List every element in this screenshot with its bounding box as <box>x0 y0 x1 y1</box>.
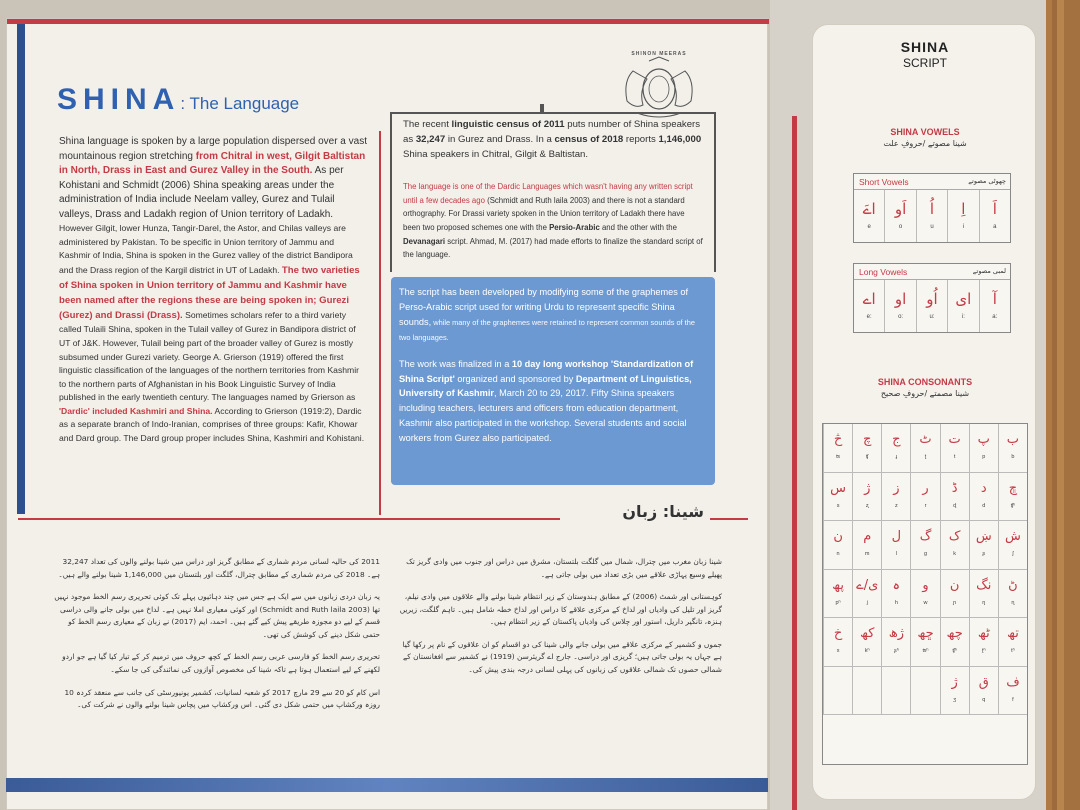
census-paragraph: The recent linguistic census of 2011 puts number of Shina speakers as 32,247 in Gurez and Drass. In a census of 2018 reports 1,146,000 Shina speakers in Chitral, Gilgit & Baltistan. <box>403 119 702 160</box>
consonant-roman: z <box>894 502 898 509</box>
consonant-roman: ʧʰ <box>1010 502 1016 509</box>
consonant-roman: j <box>866 599 868 606</box>
consonant-roman: d <box>982 502 986 509</box>
consonant-glyph: و <box>922 577 929 593</box>
consonant-roman: ʂ <box>982 551 986 558</box>
left-blue-strip <box>17 24 25 514</box>
consonant-roman: r <box>924 502 927 509</box>
short-vowel-roman: e <box>867 224 871 230</box>
short-vowel-cell <box>854 190 884 242</box>
consonant-roman: w <box>923 599 928 606</box>
consonant-cell <box>910 570 939 619</box>
consonant-cell <box>940 521 969 570</box>
consonant-cell <box>940 618 969 667</box>
consonant-roman: k <box>953 551 957 558</box>
consonant-roman: p <box>982 454 986 460</box>
consonant-cell <box>881 521 910 570</box>
long-vowel-glyph: اے <box>862 290 876 308</box>
consonant-glyph: نگ <box>976 577 992 593</box>
consonant-glyph: ی/ے <box>856 577 879 593</box>
dardic-paragraph: The language is one of the Dardic Languages which wasn't having any written script until a few decades ago (Schmidt and Ruth laila 2003) and there is not a standard orthography. For Drassi variety spoken in the Union territory of Ladakh there have been two proposed schemes one with the Persio-Arabic and the other with the Devanagari script. Ahmad, M. (2017) had made efforts to finalize the standard script of the language. <box>403 182 703 260</box>
language-description <box>59 135 367 446</box>
top-red-border <box>7 19 769 24</box>
consonant-glyph: ښ <box>975 529 992 545</box>
consonant-glyph: ر <box>922 480 929 496</box>
consonant-cell <box>852 570 881 619</box>
consonant-roman: ʧ <box>866 454 869 460</box>
short-vowel-cell <box>947 190 978 242</box>
script-title: SHINA <box>900 39 950 55</box>
short-vowels-table: Short Vowels چھوٹی مصوتے اَ a اِ i اُ u اَو o اےَ e <box>853 173 1011 243</box>
consonant-cell <box>823 667 852 716</box>
consonants-grid <box>822 423 1028 765</box>
consonant-cell <box>998 521 1027 570</box>
long-vowel-glyph: آ <box>992 290 997 308</box>
consonant-cell <box>823 618 852 667</box>
consonant-roman: f <box>1012 696 1014 703</box>
consonant-cell <box>881 424 910 473</box>
consonant-roman: n <box>836 551 840 558</box>
intro-paragraph: Shina language is spoken by a large population dispersed over a vast mountainous region stretching from Chitral in west, Gilgit Baltistan in North, Drass in East and Gurez Valley in the South. As per Kohistani and Schmidt (2006) Shina speaking areas under the administration of India include Neelam valley, Gurez and Tulail valleys, Drass and Ladakh region of Union territory of Ladakh. <box>59 136 367 220</box>
consonant-cell <box>998 618 1027 667</box>
bottom-blue-band <box>6 778 768 792</box>
consonant-cell <box>823 473 852 522</box>
consonant-roman: ʒ <box>953 696 957 703</box>
consonant-glyph <box>824 673 852 693</box>
consonant-roman: ʧʰ <box>952 648 957 655</box>
consonant-roman: h <box>894 599 898 606</box>
consonant-glyph: ڻ <box>1008 577 1018 593</box>
consonant-glyph: چھ <box>946 626 963 642</box>
script-panel <box>812 24 1036 800</box>
consonant-roman: ʂʰ <box>893 648 899 655</box>
consonant-roman: ɲ <box>953 599 957 606</box>
consonant-cell <box>852 521 881 570</box>
consonant-cell <box>969 618 998 667</box>
consonant-glyph: ک <box>948 529 961 545</box>
short-vowel-glyph: اےَ <box>862 200 876 218</box>
short-vowel-roman: i <box>962 224 965 230</box>
short-vowel-glyph: اَو <box>894 200 907 218</box>
consonant-cell <box>823 570 852 619</box>
consonant-roman: g <box>923 551 928 558</box>
consonant-roman: l <box>895 551 897 558</box>
long-vowel-cell <box>884 280 915 332</box>
consonant-glyph: ٹ <box>919 432 932 447</box>
long-vowels-table: Long Vowels لمبی مصوتے آ a: ای i: اُو u: او o: اے e: <box>853 263 1011 333</box>
consonant-glyph: ز <box>893 480 900 496</box>
long-vowel-cell <box>854 280 884 332</box>
page-title <box>57 83 299 117</box>
consonant-roman: m <box>864 551 870 558</box>
consonant-cell <box>969 521 998 570</box>
consonant-roman: b <box>1011 454 1015 460</box>
long-vowel-glyph: او <box>894 290 907 308</box>
script-red-bar <box>792 116 797 810</box>
consonant-roman: pʰ <box>835 599 841 606</box>
vowels-subtitle: شینا مصوتے /حروفِ علت <box>883 139 967 148</box>
consonant-roman: x <box>836 648 840 655</box>
consonant-cell <box>910 473 939 522</box>
consonant-cell <box>969 570 998 619</box>
consonant-cell <box>969 667 998 716</box>
consonant-roman: ɳ <box>1011 599 1015 606</box>
consonant-glyph: ٹھ <box>977 626 990 642</box>
consonant-glyph: څ <box>833 432 843 447</box>
consonant-cell <box>969 473 998 522</box>
consonant-cell <box>998 424 1027 473</box>
title-main: SHINA <box>57 83 181 116</box>
consonant-glyph: ڇھ <box>917 626 934 642</box>
consonant-glyph: ہ <box>892 577 901 593</box>
script-subtitle: SCRIPT <box>902 56 947 70</box>
consonant-glyph: ژ <box>951 674 958 690</box>
consonant-glyph: ژ <box>864 480 871 496</box>
long-vowel-roman: u: <box>929 314 935 320</box>
consonant-roman: ɖ <box>953 502 957 509</box>
wood-panel <box>1046 0 1080 810</box>
consonant-cell <box>852 473 881 522</box>
short-vowel-cell <box>979 190 1010 242</box>
consonant-roman: t <box>953 454 956 460</box>
long-vowel-glyph: ای <box>955 290 972 308</box>
long-vowel-cell <box>916 280 947 332</box>
consonant-glyph <box>853 673 881 693</box>
consonant-cell <box>910 618 939 667</box>
consonant-glyph: ن <box>949 577 960 593</box>
consonant-cell <box>910 521 939 570</box>
urdu-section-title: شینا: زبان <box>560 502 710 521</box>
urdu-column-left: 2011 کی حالیہ لسانی مردم شماری کے مطابق گریز اور دراس میں شینا بولنے والوں کی تعداد 32,247 ہے۔ 2018 کی مردم شماری کے مطابق چترال، گلگت اور بلتستان میں 1,146,000 شینا بولنے والے ہیں۔ یہ زبان دردی زبانوں میں سے ایک ہے جس میں چند دہائیوں پہلے تک کوئی تحریری رسم الخط موجود نہیں تھا (Schmidt and Ruth laila 2003) اور کوئی معیاری املا نہیں ہے۔ لداخ میں بولی جانے والی دراسی قسم کے لیے دو مجوزہ طریقے پیش کیے گئے ہیں۔ احمد، ایم (2017) نے زبان کے معیاری رسم الخط کو حتمی شکل دینے کی کوشش کی تھی۔ تحریری رسم الخط کو فارسی عربی رسم الخط کے کچھ حروف میں ترمیم کر کے تیار کیا گیا ہے جو اردو لکھنے کے لیے استعمال ہوتا ہے تاکہ شینا کی مخصوص آوازوں کی نمائندگی کی جا سکے۔ اس کام کو 20 سے 29 مارچ 2017 کو شعبہ لسانیات، کشمیر یونیورسٹی کی جانب سے منعقد کردہ 10 روزہ ورکشاپ میں حتمی شکل دی گئی۔ اس ورکشاپ میں پچاس شینا بولنے والوں نے شرکت کی۔ <box>54 557 380 710</box>
consonant-glyph: ڈ <box>951 480 958 496</box>
consonant-roman: ʃ <box>1012 551 1014 558</box>
consonant-glyph: پ <box>977 432 990 447</box>
title-sub: : The Language <box>180 94 300 113</box>
short-vowel-glyph: اُ <box>929 200 935 218</box>
consonant-cell <box>881 570 910 619</box>
consonant-glyph: ژھ <box>888 626 905 642</box>
consonant-cell <box>940 424 969 473</box>
consonant-glyph: تھ <box>1007 626 1019 642</box>
consonant-glyph: ف <box>1006 674 1020 690</box>
consonant-glyph: کھ <box>860 626 875 642</box>
consonant-glyph: پھ <box>832 577 844 593</box>
consonant-cell <box>881 473 910 522</box>
consonant-cell <box>998 570 1027 619</box>
consonant-roman: ʦ <box>836 454 841 460</box>
consonant-roman: ʐ <box>865 502 869 509</box>
consonant-glyph: خ <box>833 626 843 642</box>
consonant-glyph: ت <box>948 432 961 447</box>
consonant-roman: ʈʰ <box>981 648 986 655</box>
consonant-cell <box>998 667 1027 716</box>
details-paragraph: However Gilgit, lower Hunza, Tangir-Darel, the Astor, and Chilas valleys are administered by Pakistan. To be specific in Union territory of Jammu and Kashmir of India, Shina is spoken in the Gurez valley of the district Bandipora and the Drass region of the Kargil district in UT of Ladakh. The two varieties of Shina spoken in Union territory of Jammu and Kashmir have been named after the regions these are being spoken in; Gurezi (Gurez) and Drassi (Drass). Sometimes scholars refer to a third variety called Tulaili Shina, spoken in the Tulail valley of Gurez in Bandipora district of UT of J&K. However, Tulail being part of the broader valley of Gurez is mostly subsumed under Gurezi variety. George A. Grierson (1919) offered the first linguistic classification of the languages of the northern territories from Kashmir to the northern parts of Afghanistan in his Book Linguistic Survey of India published in the early twentieth century. The languages named by Grierson as 'Dardic' included Kashmiri and Shina. According to Grierson (1919:2), Dardic as a separate branch of Indo-Iranian, comprises of three groups: Kafir, Khowar and Dard group. The Dard group proper includes Shina, Kashmiri and Kohistani. <box>59 223 365 443</box>
consonant-glyph: ن <box>833 529 843 545</box>
consonant-cell <box>940 570 969 619</box>
consonant-cell <box>881 618 910 667</box>
long-vowel-glyph: اُو <box>926 290 938 308</box>
consonant-glyph: د <box>980 480 987 496</box>
consonant-cell <box>940 667 969 716</box>
urdu-column-right: شینا زبان مغرب میں چترال، شمال میں گلگت بلتستان، مشرق میں دراس اور جنوب میں وادی گریز تک پھیلے وسیع پہاڑی علاقے میں بڑی تعداد میں بولی جاتی ہے۔ کوہستانی اور شمٹ (2006) کے مطابق ہندوستان کے زیر انتظام شینا بولنے والے علاقوں میں وادی نیلم، گریز اور تلیل کی وادیاں اور لداخ کے مرکزی علاقے کا دراس اور لداخ خطہ شامل ہیں۔ تاہم گلگت، زیریں ہنزہ، تانگیر داریل، استور اور چلاس کی وادیاں پاکستان کے زیر انتظام ہیں۔ جموں و کشمیر کے مرکزی علاقے میں بولی جانے والی شینا کی دو اقسام کو ان علاقوں کے نام پر رکھا گیا ہے جہاں یہ بولی جاتی ہیں؛ گریزی اور دراسی۔ جارج اے گریئرسن (1919) نے کشمیر سے افغانستان کے شمالی حصوں تک شمالی علاقوں کی زبانوں کی پہلی لسانی درجہ بندی پیش کی۔ <box>399 557 722 675</box>
consonant-cell <box>852 424 881 473</box>
vowels-title: SHINA VOWELS <box>890 127 960 137</box>
consonant-cell <box>940 473 969 522</box>
consonant-glyph: م <box>863 529 872 545</box>
emblem-icon <box>603 51 715 121</box>
long-vowel-roman: e: <box>866 314 872 320</box>
consonant-glyph: ڇ <box>1008 480 1018 496</box>
consonant-roman: ɟ <box>895 454 898 460</box>
consonants-subtitle: شینا مصمتے /حروفِ صحیح <box>880 389 970 398</box>
short-vowel-glyph: اِ <box>961 200 966 218</box>
consonant-cell <box>823 424 852 473</box>
script-development-box: The script has been developed by modifying some of the graphemes of Perso-Arabic script used for writing Urdu to represent specific Shina sounds, while many of the graphemes were retained to represent common sounds of the two languages. The work was finalized in a 10 day long workshop 'Standardization of Shina Script' organized and sponsored by Department of Linguistics, University of Kashmir, March 20 to 29, 2017. Fifty Shina speakers including teachers, lecturers and officers from education department, Kashmir also participated in the workshop. Several students and social workers from Gurez also participated. <box>391 277 715 485</box>
consonant-glyph: گ <box>919 529 932 545</box>
consonant-roman: kʰ <box>864 648 870 655</box>
short-vowel-roman: o <box>898 224 903 230</box>
consonant-glyph: ج <box>892 432 901 447</box>
short-vowel-glyph: اَ <box>992 200 997 218</box>
short-vowel-roman: a <box>993 224 997 230</box>
short-vowel-cell <box>884 190 915 242</box>
consonant-glyph: چ <box>863 432 872 447</box>
consonant-roman: q <box>982 696 986 703</box>
consonant-cell <box>823 521 852 570</box>
long-vowel-cell <box>947 280 978 332</box>
consonant-cell <box>881 667 910 716</box>
consonant-glyph: ش <box>1004 529 1021 545</box>
consonant-cell <box>969 424 998 473</box>
consonant-roman: ʈ <box>924 454 927 460</box>
consonant-glyph <box>911 673 939 693</box>
consonant-roman: ʦʰ <box>922 648 929 655</box>
short-vowel-cell <box>916 190 947 242</box>
consonant-cell <box>910 424 939 473</box>
emblem-logo: SHINON MEERAS <box>603 51 715 121</box>
consonant-cell <box>852 618 881 667</box>
consonant-roman: tʰ <box>1011 648 1015 655</box>
long-vowel-roman: i: <box>961 314 965 320</box>
long-vowel-roman: o: <box>898 314 904 320</box>
consonant-cell <box>998 473 1027 522</box>
column-divider <box>379 131 381 515</box>
short-vowel-roman: u <box>930 224 934 230</box>
consonant-roman: ŋ <box>982 599 986 606</box>
consonant-glyph: ل <box>891 529 902 545</box>
long-vowel-roman: a: <box>992 314 998 320</box>
consonants-title: SHINA CONSONANTS <box>877 377 973 387</box>
consonant-glyph <box>882 673 910 693</box>
consonant-cell <box>852 667 881 716</box>
consonant-glyph: س <box>830 480 847 496</box>
consonant-glyph: ب <box>1006 432 1020 447</box>
consonant-cell <box>910 667 939 716</box>
consonant-glyph: ق <box>978 674 989 690</box>
consonant-roman: s <box>836 502 840 509</box>
long-vowel-cell <box>979 280 1010 332</box>
